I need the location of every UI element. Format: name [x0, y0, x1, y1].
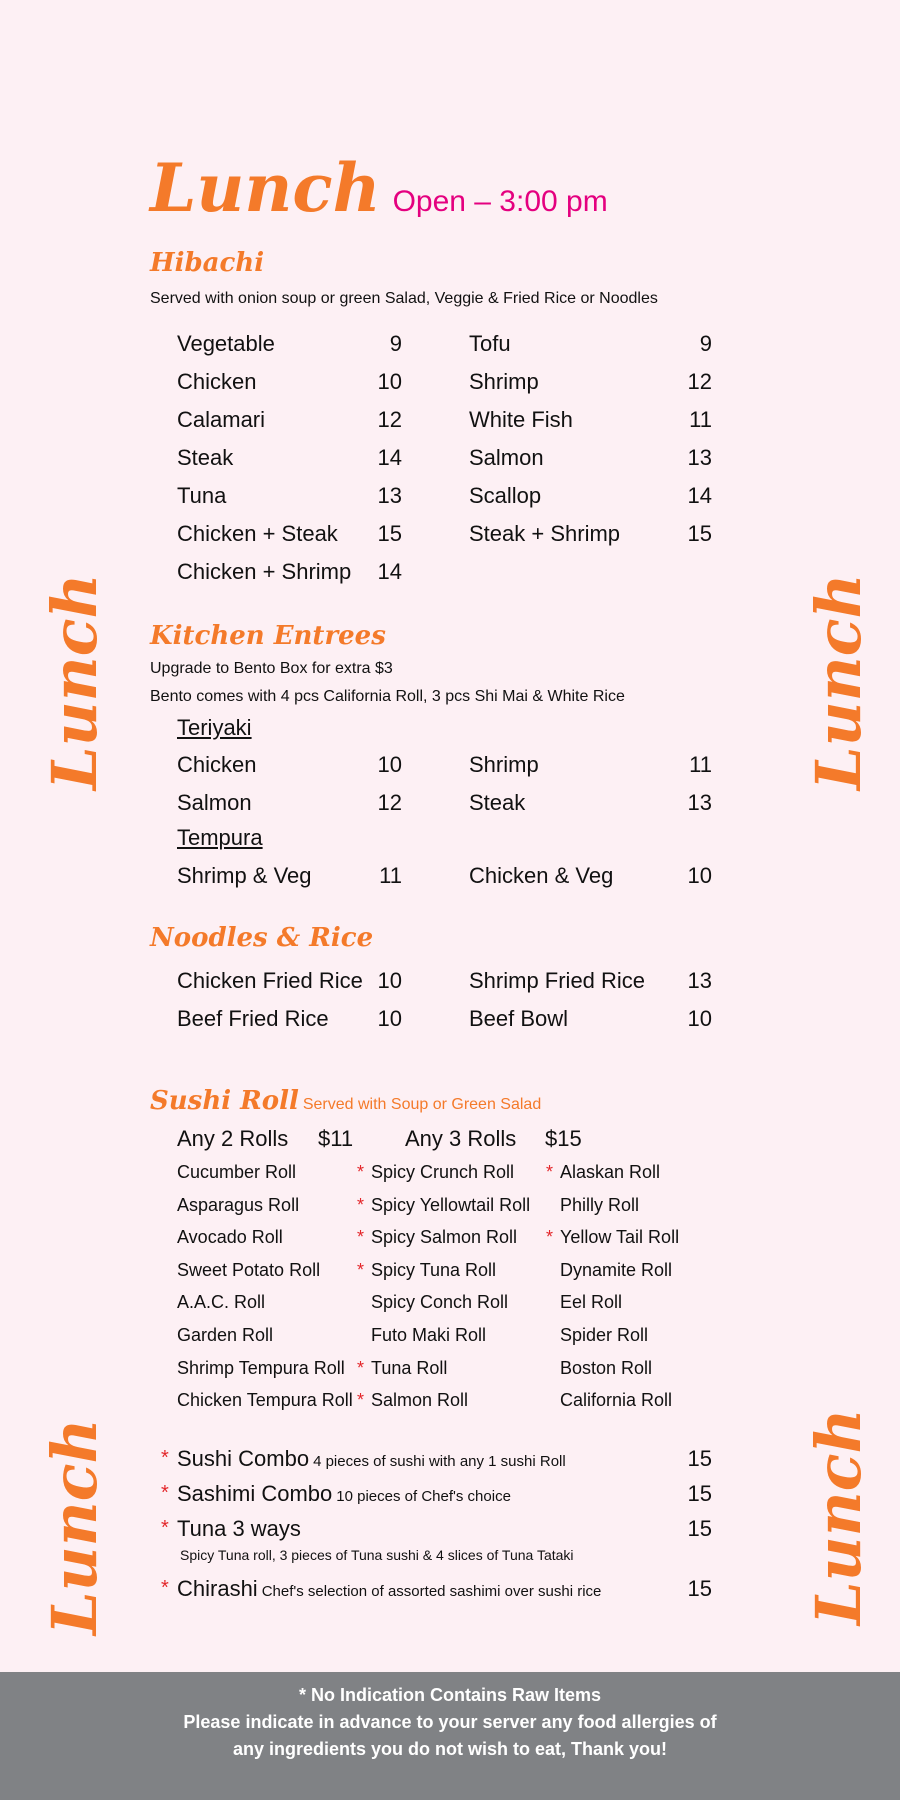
footer-raw-note: * No Indication Contains Raw Items [298, 1685, 602, 1705]
menu-item-price: 10 [687, 1006, 712, 1031]
sushi-roll-item: A.A.C. Roll [177, 1292, 266, 1312]
raw-indicator-star: * [161, 1482, 169, 1504]
kitchen-note-bento-contents: Bento comes with 4 pcs California Roll, 3 pcs Shi Mai & White Rice [150, 688, 625, 705]
menu-item-price: 10 [377, 752, 402, 777]
noodles-heading: Noodles & Rice [150, 923, 374, 953]
menu-item-price: 9 [389, 331, 402, 356]
combo-name: Chirashi [177, 1576, 258, 1601]
side-label-left-top: Lunch [38, 573, 111, 790]
menu-item-price: 10 [687, 863, 712, 888]
sushi-roll-item: Dynamite Roll [560, 1260, 673, 1280]
sushi-subheading: Served with Soup or Green Salad [302, 1096, 542, 1113]
menu-item-name: White Fish [469, 407, 573, 432]
sushi-roll-item: Philly Roll [560, 1195, 640, 1215]
side-label-right-bottom: Lunch [802, 1408, 875, 1625]
raw-indicator-star: * [161, 1517, 169, 1539]
menu-item-name: Salmon [469, 445, 544, 470]
menu-item-name: Tofu [469, 331, 511, 356]
side-label-left-bottom: Lunch [38, 1418, 111, 1635]
kitchen-heading: Kitchen Entrees [150, 621, 386, 651]
raw-indicator-star: * [357, 1195, 365, 1215]
opening-hours: Open – 3:00 pm [392, 185, 608, 218]
menu-item-price: 10 [377, 369, 402, 394]
sushi-roll-item: Cucumber Roll [177, 1162, 297, 1182]
menu-item-price: 14 [377, 445, 402, 470]
sushi-roll-item: California Roll [560, 1390, 673, 1410]
menu-item-name: Chicken + Steak [177, 521, 338, 546]
menu-item-price: 15 [687, 521, 712, 546]
combo-name: Sashimi Combo [177, 1481, 333, 1506]
menu-item-price: 15 [377, 521, 402, 546]
raw-indicator-star: * [161, 1577, 169, 1599]
raw-indicator-star: * [357, 1227, 365, 1247]
menu-item-price: 11 [689, 752, 712, 777]
any-2-rolls-price: $11 [318, 1126, 354, 1151]
sushi-roll-item: Asparagus Roll [177, 1195, 300, 1215]
menu-item-name: Chicken Fried Rice [177, 968, 363, 993]
raw-indicator-star: * [357, 1260, 365, 1280]
footer-allergy-note-cont: any ingredients you do not wish to eat, Thank you! [232, 1739, 668, 1759]
sushi-roll-item: Boston Roll [560, 1358, 653, 1378]
combo-price: 15 [687, 1576, 712, 1601]
combo-item [177, 1578, 601, 1600]
menu-item-name: Steak [177, 445, 234, 470]
combo-name: Tuna 3 ways [177, 1516, 301, 1541]
menu-item-name: Beef Bowl [469, 1006, 569, 1031]
menu-item-name: Vegetable [177, 331, 275, 356]
raw-indicator-star: * [357, 1390, 365, 1410]
teriyaki-subheading: Teriyaki [177, 715, 252, 740]
combo-item [177, 1483, 511, 1505]
sushi-roll-item: Avocado Roll [177, 1227, 283, 1247]
combo-item [177, 1448, 566, 1470]
menu-item-name: Beef Fried Rice [177, 1006, 329, 1031]
combo-description: 10 pieces of Chef's choice [336, 1488, 511, 1505]
combo-description: Spicy Tuna roll, 3 pieces of Tuna sushi & 4 slices of Tuna Tataki [180, 1547, 574, 1563]
any-3-rolls-label: Any 3 Rolls [405, 1126, 517, 1151]
sushi-heading-title: Sushi Roll [150, 1086, 299, 1116]
any-3-rolls-price: $15 [545, 1126, 582, 1151]
menu-item-price: 14 [687, 483, 712, 508]
menu-item-name: Calamari [177, 407, 266, 432]
menu-item-name: Shrimp & Veg [177, 863, 312, 888]
sushi-roll-item: Spicy Tuna Roll [371, 1260, 497, 1280]
menu-item-price: 13 [377, 483, 402, 508]
raw-indicator-star: * [546, 1227, 554, 1247]
combo-item [177, 1518, 301, 1540]
sushi-roll-item: Tuna Roll [371, 1358, 448, 1378]
menu-item-price: 9 [699, 331, 712, 356]
hibachi-note: Served with onion soup or green Salad, Veggie & Fried Rice or Noodles [150, 290, 658, 307]
raw-indicator-star: * [357, 1358, 365, 1378]
page-header [150, 149, 608, 227]
menu-item-price: 10 [377, 1006, 402, 1031]
sushi-heading [150, 1088, 541, 1114]
sushi-roll-item: Chicken Tempura Roll [177, 1390, 353, 1410]
menu-item-price: 13 [687, 445, 712, 470]
menu-item-price: 12 [687, 369, 712, 394]
combo-description: Chef's selection of assorted sashimi over sushi rice [261, 1583, 602, 1600]
menu-item-name: Chicken & Veg [469, 863, 614, 888]
footer-allergy-note: Please indicate in advance to your server any food allergies of [183, 1712, 717, 1732]
combo-name: Sushi Combo [177, 1446, 310, 1471]
menu-item-price: 14 [377, 559, 402, 584]
menu-item-price: 10 [377, 968, 402, 993]
kitchen-note-bento-upgrade: Upgrade to Bento Box for extra $3 [150, 660, 393, 677]
sushi-roll-item: Yellow Tail Roll [560, 1227, 680, 1247]
side-label-right-top: Lunch [802, 573, 875, 790]
raw-indicator-star: * [546, 1162, 554, 1182]
sushi-roll-item: Shrimp Tempura Roll [177, 1358, 345, 1378]
sushi-roll-item: Spicy Crunch Roll [371, 1162, 515, 1182]
menu-item-name: Chicken + Shrimp [177, 559, 352, 584]
menu-item-price: 12 [377, 407, 402, 432]
combo-price: 15 [687, 1516, 712, 1541]
raw-indicator-star: * [161, 1447, 169, 1469]
sushi-roll-item: Spicy Conch Roll [371, 1292, 509, 1312]
sushi-roll-item: Futo Maki Roll [371, 1325, 487, 1345]
tempura-subheading: Tempura [177, 825, 263, 850]
menu-item-name: Shrimp Fried Rice [469, 968, 646, 993]
hibachi-heading: Hibachi [150, 248, 265, 278]
menu-item-name: Chicken [177, 752, 257, 777]
sushi-roll-item: Alaskan Roll [560, 1162, 661, 1182]
sushi-roll-item: Garden Roll [177, 1325, 274, 1345]
menu-item-price: 11 [689, 407, 712, 432]
menu-item-name: Steak [469, 790, 526, 815]
sushi-roll-item: Spicy Yellowtail Roll [371, 1195, 531, 1215]
menu-item-name: Tuna [177, 483, 227, 508]
combo-description: 4 pieces of sushi with any 1 sushi Roll [313, 1453, 566, 1470]
combo-price: 15 [687, 1481, 712, 1506]
sushi-roll-item: Sweet Potato Roll [177, 1260, 321, 1280]
page-title: Lunch [150, 149, 381, 227]
sushi-roll-item: Eel Roll [560, 1292, 623, 1312]
combo-price: 15 [687, 1446, 712, 1471]
any-2-rolls-label: Any 2 Rolls [177, 1126, 289, 1151]
menu-item-name: Chicken [177, 369, 257, 394]
menu-item-price: 13 [687, 968, 712, 993]
menu-item-name: Shrimp [469, 369, 539, 394]
sushi-roll-item: Spicy Salmon Roll [371, 1227, 518, 1247]
menu-item-price: 13 [687, 790, 712, 815]
menu-item-price: 11 [379, 863, 402, 888]
sushi-roll-item: Spider Roll [560, 1325, 649, 1345]
menu-item-name: Shrimp [469, 752, 539, 777]
menu-item-name: Scallop [469, 483, 542, 508]
raw-indicator-star: * [357, 1162, 365, 1182]
footer-notice [0, 1672, 900, 1800]
sushi-roll-item: Salmon Roll [371, 1390, 469, 1410]
menu-item-price: 12 [377, 790, 402, 815]
menu-item-name: Steak + Shrimp [469, 521, 621, 546]
menu-item-name: Salmon [177, 790, 252, 815]
